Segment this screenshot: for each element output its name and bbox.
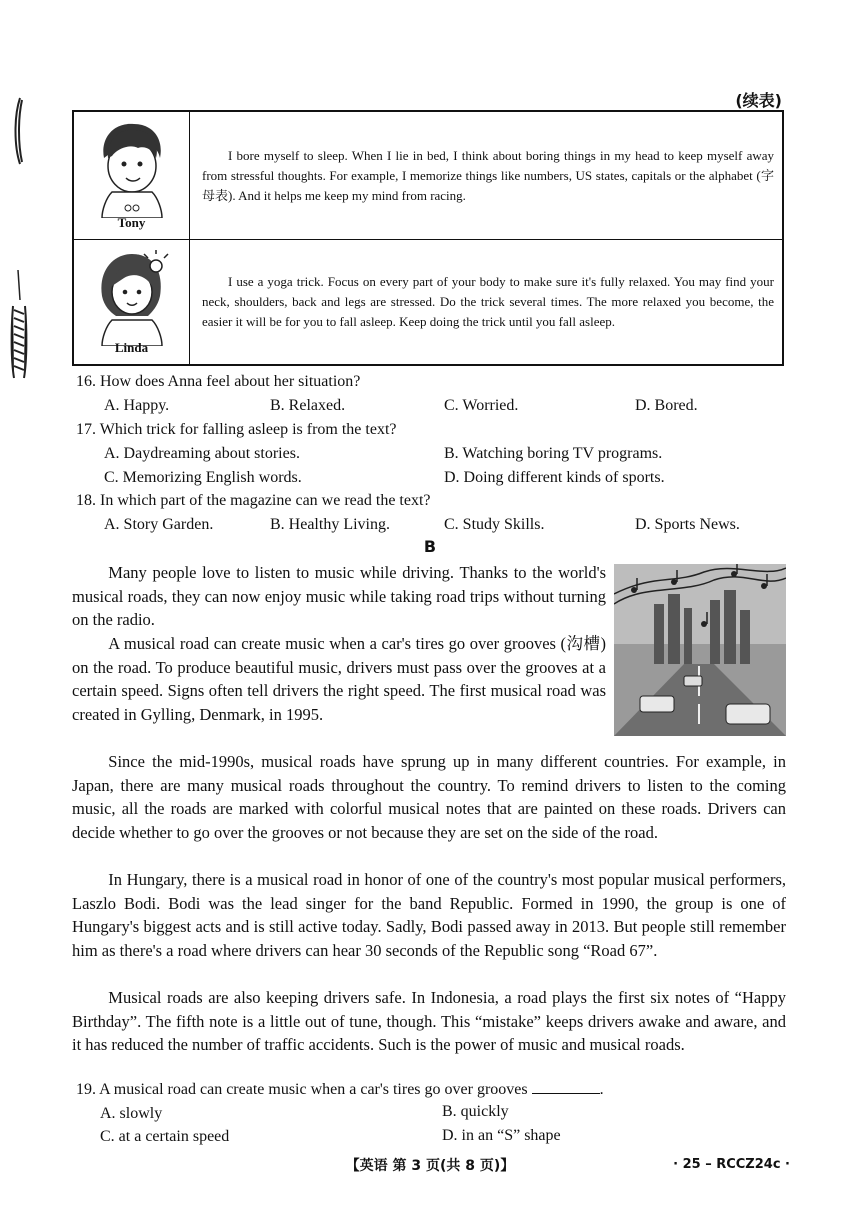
q18-option-a[interactable]: A. Story Garden. <box>104 516 214 533</box>
section-b-heading: B <box>423 537 437 556</box>
passage-paragraph: A musical road can create music when a car's tires go over grooves (沟槽) on the road. To produce beautiful music, drivers must pass over the grooves at a certain speed. Signs often tell drivers the right speed. The first musical road was created in Gylling, Denmark, in 1995. <box>72 634 606 724</box>
q18-option-b[interactable]: B. Healthy Living. <box>270 516 390 533</box>
question-17-stem: 17. Which trick for falling asleep is from the text? <box>76 421 397 438</box>
q18-option-c[interactable]: C. Study Skills. <box>444 516 545 533</box>
portrait-cell <box>74 240 190 364</box>
passage-paragraph: Musical roads are also keeping drivers safe. In Indonesia, a road plays the first six notes of “Happy Birthday”. The fifth note is a little out of tune, though. This “mistake” keeps drivers awake and aware, and it has reduced the number of traffic accidents. Such is the power of music and musical roads. <box>72 988 786 1054</box>
tip-text: I bore myself to sleep. When I lie in bed, I think about boring things in my head to keep myself away from stressful thoughts. For example, I memorize things like numbers, US states, capitals or the alphabet (字母表). And it helps me keep my mind from racing. <box>202 147 774 203</box>
tips-table <box>72 110 784 366</box>
passage-paragraph: Since the mid-1990s, musical roads have sprung up in many different countries. For example, in Japan, there are many musical roads throughout the country. To remind drivers to listen to the coming music, all the roads are marked with colorful musical notes that are painted on these roads. Drivers can decide whether to go over the grooves or not because they are set on the side of the road. <box>72 752 786 842</box>
q17-option-c[interactable]: C. Memorizing English words. <box>104 469 302 486</box>
binding-mark-top <box>8 96 30 166</box>
answer-blank[interactable] <box>532 1079 600 1094</box>
question-19-end: . <box>599 1081 604 1098</box>
passage-paragraph: In Hungary, there is a musical road in honor of one of the country's most popular musical performers, Laszlo Bodi. Bodi was the lead singer for the band Republic. Formed in 1990, the group is one of Hungary's biggest acts and is still active today. Sadly, Bodi passed away in 2013. But people still remember him as there's a road where drivers can hear 30 seconds of the Republic song “Road 67”. <box>72 870 786 960</box>
passage-paragraph: Many people love to listen to music while driving. Thanks to the world's musical roads, they can now enjoy music while taking road trips without turning on the radio. <box>72 563 606 629</box>
linda-portrait <box>94 246 170 346</box>
continued-label: (续表) <box>735 91 782 110</box>
binding-mark-bottom <box>8 270 30 380</box>
table-row <box>74 240 782 364</box>
q19-option-c[interactable]: C. at a certain speed <box>100 1128 230 1145</box>
question-19-stem <box>76 1079 604 1101</box>
person-name: Linda <box>114 340 149 355</box>
q16-option-c[interactable]: C. Worried. <box>444 397 519 414</box>
tip-text: I use a yoga trick. Focus on every part of your body to make sure it's fully relaxed. You may find your neck, shoulders, back and legs are stressed. Do the trick several times. The more relaxed you become, the easier it will be for you to fall asleep. Keep doing the trick until you fall asleep. <box>202 274 774 329</box>
tony-portrait <box>94 118 170 218</box>
portrait-cell <box>74 112 190 239</box>
table-row <box>74 112 782 240</box>
tip-text-cell <box>190 240 782 364</box>
q17-option-a[interactable]: A. Daydreaming about stories. <box>104 445 300 462</box>
question-18-stem: 18. In which part of the magazine can we read the text? <box>76 492 431 509</box>
question-16-stem: 16. How does Anna feel about her situation? <box>76 373 361 390</box>
person-name: Tony <box>117 215 146 230</box>
q19-option-d[interactable]: D. in an “S” shape <box>442 1127 561 1144</box>
q16-option-b[interactable]: B. Relaxed. <box>270 397 346 414</box>
q17-option-d[interactable]: D. Doing different kinds of sports. <box>444 469 665 486</box>
q19-option-b[interactable]: B. quickly <box>442 1103 509 1120</box>
tip-text-cell <box>190 112 782 239</box>
q18-option-d[interactable]: D. Sports News. <box>635 516 740 533</box>
page-footer: 【英语 第 3 页(共 8 页)】 <box>345 1158 515 1174</box>
musical-road-illustration <box>614 564 786 736</box>
exam-code: · 25 – RCCZ24c · <box>673 1157 790 1172</box>
q19-option-a[interactable]: A. slowly <box>100 1105 163 1122</box>
question-19-text: 19. A musical road can create music when a car's tires go over grooves <box>76 1081 528 1098</box>
q16-option-d[interactable]: D. Bored. <box>635 397 698 414</box>
q16-option-a[interactable]: A. Happy. <box>104 397 170 414</box>
q17-option-b[interactable]: B. Watching boring TV programs. <box>444 445 663 462</box>
